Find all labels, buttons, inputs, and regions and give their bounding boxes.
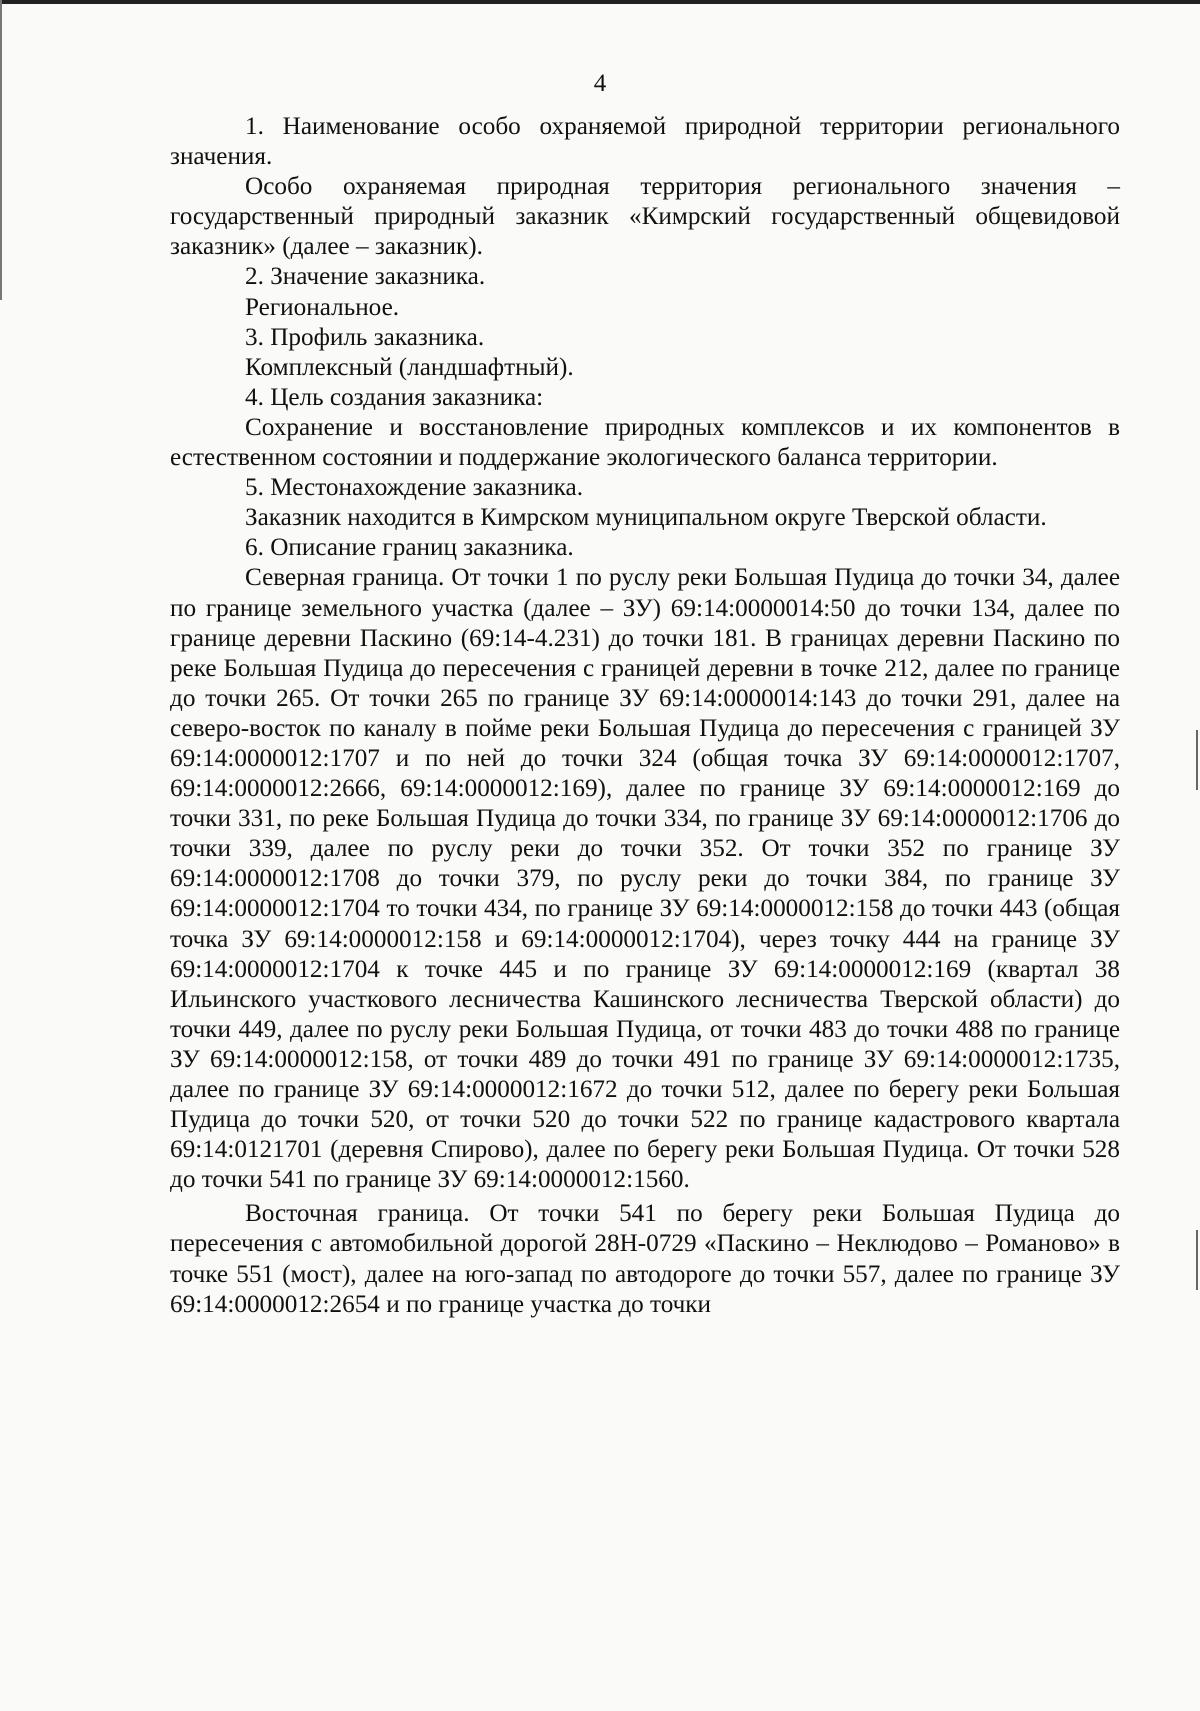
scan-top-edge	[0, 0, 1200, 4]
section-text-location: Заказник находится в Кимрском муниципальном округе Тверской области.	[245, 504, 1047, 532]
section-text-name: Особо охраняемая природная территория регионального значения – государственный природный заказник «Кимрский государственный общевидовой заказник» (далее – заказник).	[170, 173, 1120, 261]
section-text-profile: Комплексный (ландшафтный).	[245, 353, 574, 381]
document-body	[170, 112, 1120, 1320]
section-heading-location: 5. Местонахождение заказника.	[245, 474, 584, 502]
page-number: 4	[593, 70, 607, 97]
section-text-purpose: Сохранение и восстановление природных комплексов и их компонентов в естественном состоянии и поддержание экологического баланса территории.	[170, 413, 1120, 472]
scan-left-edge	[0, 0, 2, 300]
section-heading-profile: 3. Профиль заказника.	[245, 323, 485, 351]
northern-boundary-text: Северная граница. От точки 1 по руслу реки Большая Пудица до точки 34, далее по границе земельного участка (далее – ЗУ) 69:14:0000014:50 до точки 134, далее по границе деревни Паскино (69:14-4.231) до точки 181. В границах деревни Паскино по реке Большая Пудица до пересечения с границей деревни в точке 212, далее по границе до точки 265. От точки 265 по границе ЗУ 69:14:0000014:143 до точки 291, далее на северо-восток по каналу в пойме реки Большая Пудица до пересечения с границей ЗУ 69:14:0000012:1707 и по ней до точки 324 (общая точка ЗУ 69:14:0000012:1707, 69:14:0000012:2666, 69:14:0000012:169), далее по границе ЗУ 69:14:0000012:169 до точки 331, по реке Большая Пудица до точки 334, по границе ЗУ 69:14:0000012:1706 до точки 339, далее по руслу реки до точки 352. От точки 352 по границе ЗУ 69:14:0000012:1708 до точки 379, по руслу реки до точки 384, по границе ЗУ 69:14:0000012:1704 то точки 434, по границе ЗУ 69:14:0000012:158 до точки 443 (общая точка ЗУ 69:14:0000012:158 и 69:14:0000012:1704), через точку 444 на границе ЗУ 69:14:0000012:1704 к точке 445 и по границе ЗУ 69:14:0000012:169 (квартал 38 Ильинского участкового лесничества Кашинского лесничества Тверской области) до точки 449, далее по руслу реки Большая Пудица, от точки 483 до точки 488 по границе ЗУ 69:14:0000012:158, от точки 489 до точки 491 по границе ЗУ 69:14:0000012:1735, далее по границе ЗУ 69:14:0000012:1672 до точки 512, далее по берегу реки Большая Пудица до точки 520, от точки 520 до точки 522 по границе кадастрового квартала 69:14:0121701 (деревня Спирово), далее по берегу реки Большая Пудица. От точки 528 до точки 541 по границе ЗУ 69:14:0000012:1560.	[170, 564, 1120, 1194]
section-heading-significance: 2. Значение заказника.	[245, 263, 486, 291]
section-heading-boundaries: 6. Описание границ заказника.	[245, 534, 574, 562]
eastern-boundary-text: Восточная граница. От точки 541 по берегу реки Большая Пудица до пересечения с автомобильной дорогой 28Н-0729 «Паскино – Неклюдово – Романово» в точке 551 (мост), далее на юго-запад по автодороге до точки 557, далее по границе ЗУ 69:14:0000012:2654 и по границе участка до точки	[170, 1200, 1120, 1318]
section-heading-name: 1. Наименование особо охраняемой природной территории регионального значения.	[170, 113, 1120, 171]
section-text-significance: Региональное.	[245, 293, 400, 321]
section-heading-purpose: 4. Цель создания заказника:	[245, 383, 544, 411]
scan-right-mark	[1196, 1230, 1198, 1290]
scan-right-mark	[1196, 730, 1198, 790]
